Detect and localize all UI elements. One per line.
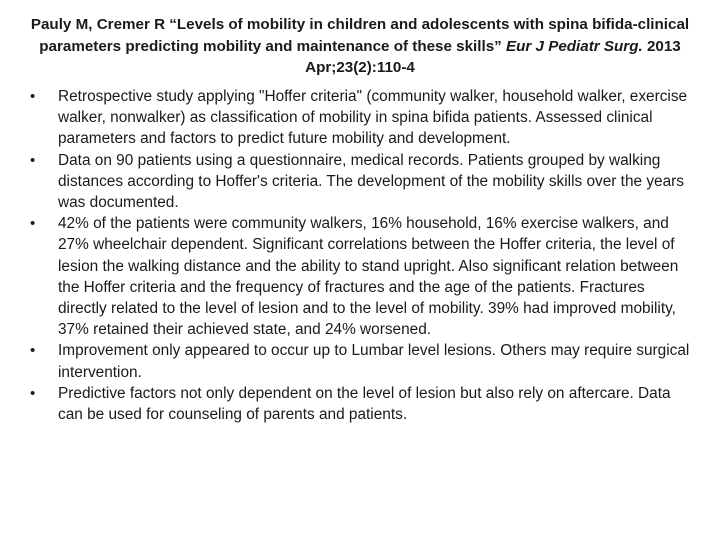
title-journal: Eur J Pediatr Surg. <box>505 37 643 55</box>
bullet-icon: • <box>30 215 36 233</box>
bullet-text: Predictive factors not only dependent on the level of lesion but also rely on aftercare. Data can be used for counseling of parents and patients. <box>58 384 671 424</box>
bullet-text: Improvement only appeared to occur up to Lumbar level lesions. Others may require surgical intervention. <box>58 342 690 381</box>
bullet-icon: • <box>30 342 36 360</box>
bullet-icon: • <box>30 88 36 105</box>
slide-title <box>20 14 700 79</box>
bullet-item-design <box>30 86 694 150</box>
title-main: Pauly M, Cremer R “Levels of mobility in children and adolescents with spina bifida-clinical parameters predicting mobility and maintenance of these skills” <box>30 16 690 55</box>
title-citation: 2013 Apr;23(2):110-4 <box>305 37 681 76</box>
bullet-text: Retrospective study applying "Hoffer criteria" (community walker, household walker, exercise walker, nonwalker) as classification of mobility in spina bifida patients. Assessed clinical parameters and factors to predict future mobility and development. <box>58 88 688 148</box>
bullet-text: Data on 90 patients using a questionnaire, medical records. Patients grouped by walking distances according to Hoffer's criteria. The development of the mobility skills over the years was documented. <box>58 151 684 212</box>
bullet-item-improvement <box>30 340 694 382</box>
bullet-text: 42% of the patients were community walkers, 16% household, 16% exercise walkers, and 27% wheelchair dependent. Significant correlations between the Hoffer criteria, the level of lesion the walking distance and the ability to stand upright. Also significant relation between the Hoffer criteria and the frequency of fractures and the age of the patients. Fractures directly related to the level of lesion and to the level of mobility. 39% had improved mobility, 37% retained their achieved state, and 24% worsened. <box>58 215 679 339</box>
bullet-icon: • <box>30 384 36 402</box>
bullet-list <box>30 86 694 425</box>
bullet-item-data <box>30 150 694 214</box>
bullet-icon: • <box>30 151 36 169</box>
bullet-item-predictive <box>30 383 694 425</box>
bullet-item-results <box>30 213 694 340</box>
